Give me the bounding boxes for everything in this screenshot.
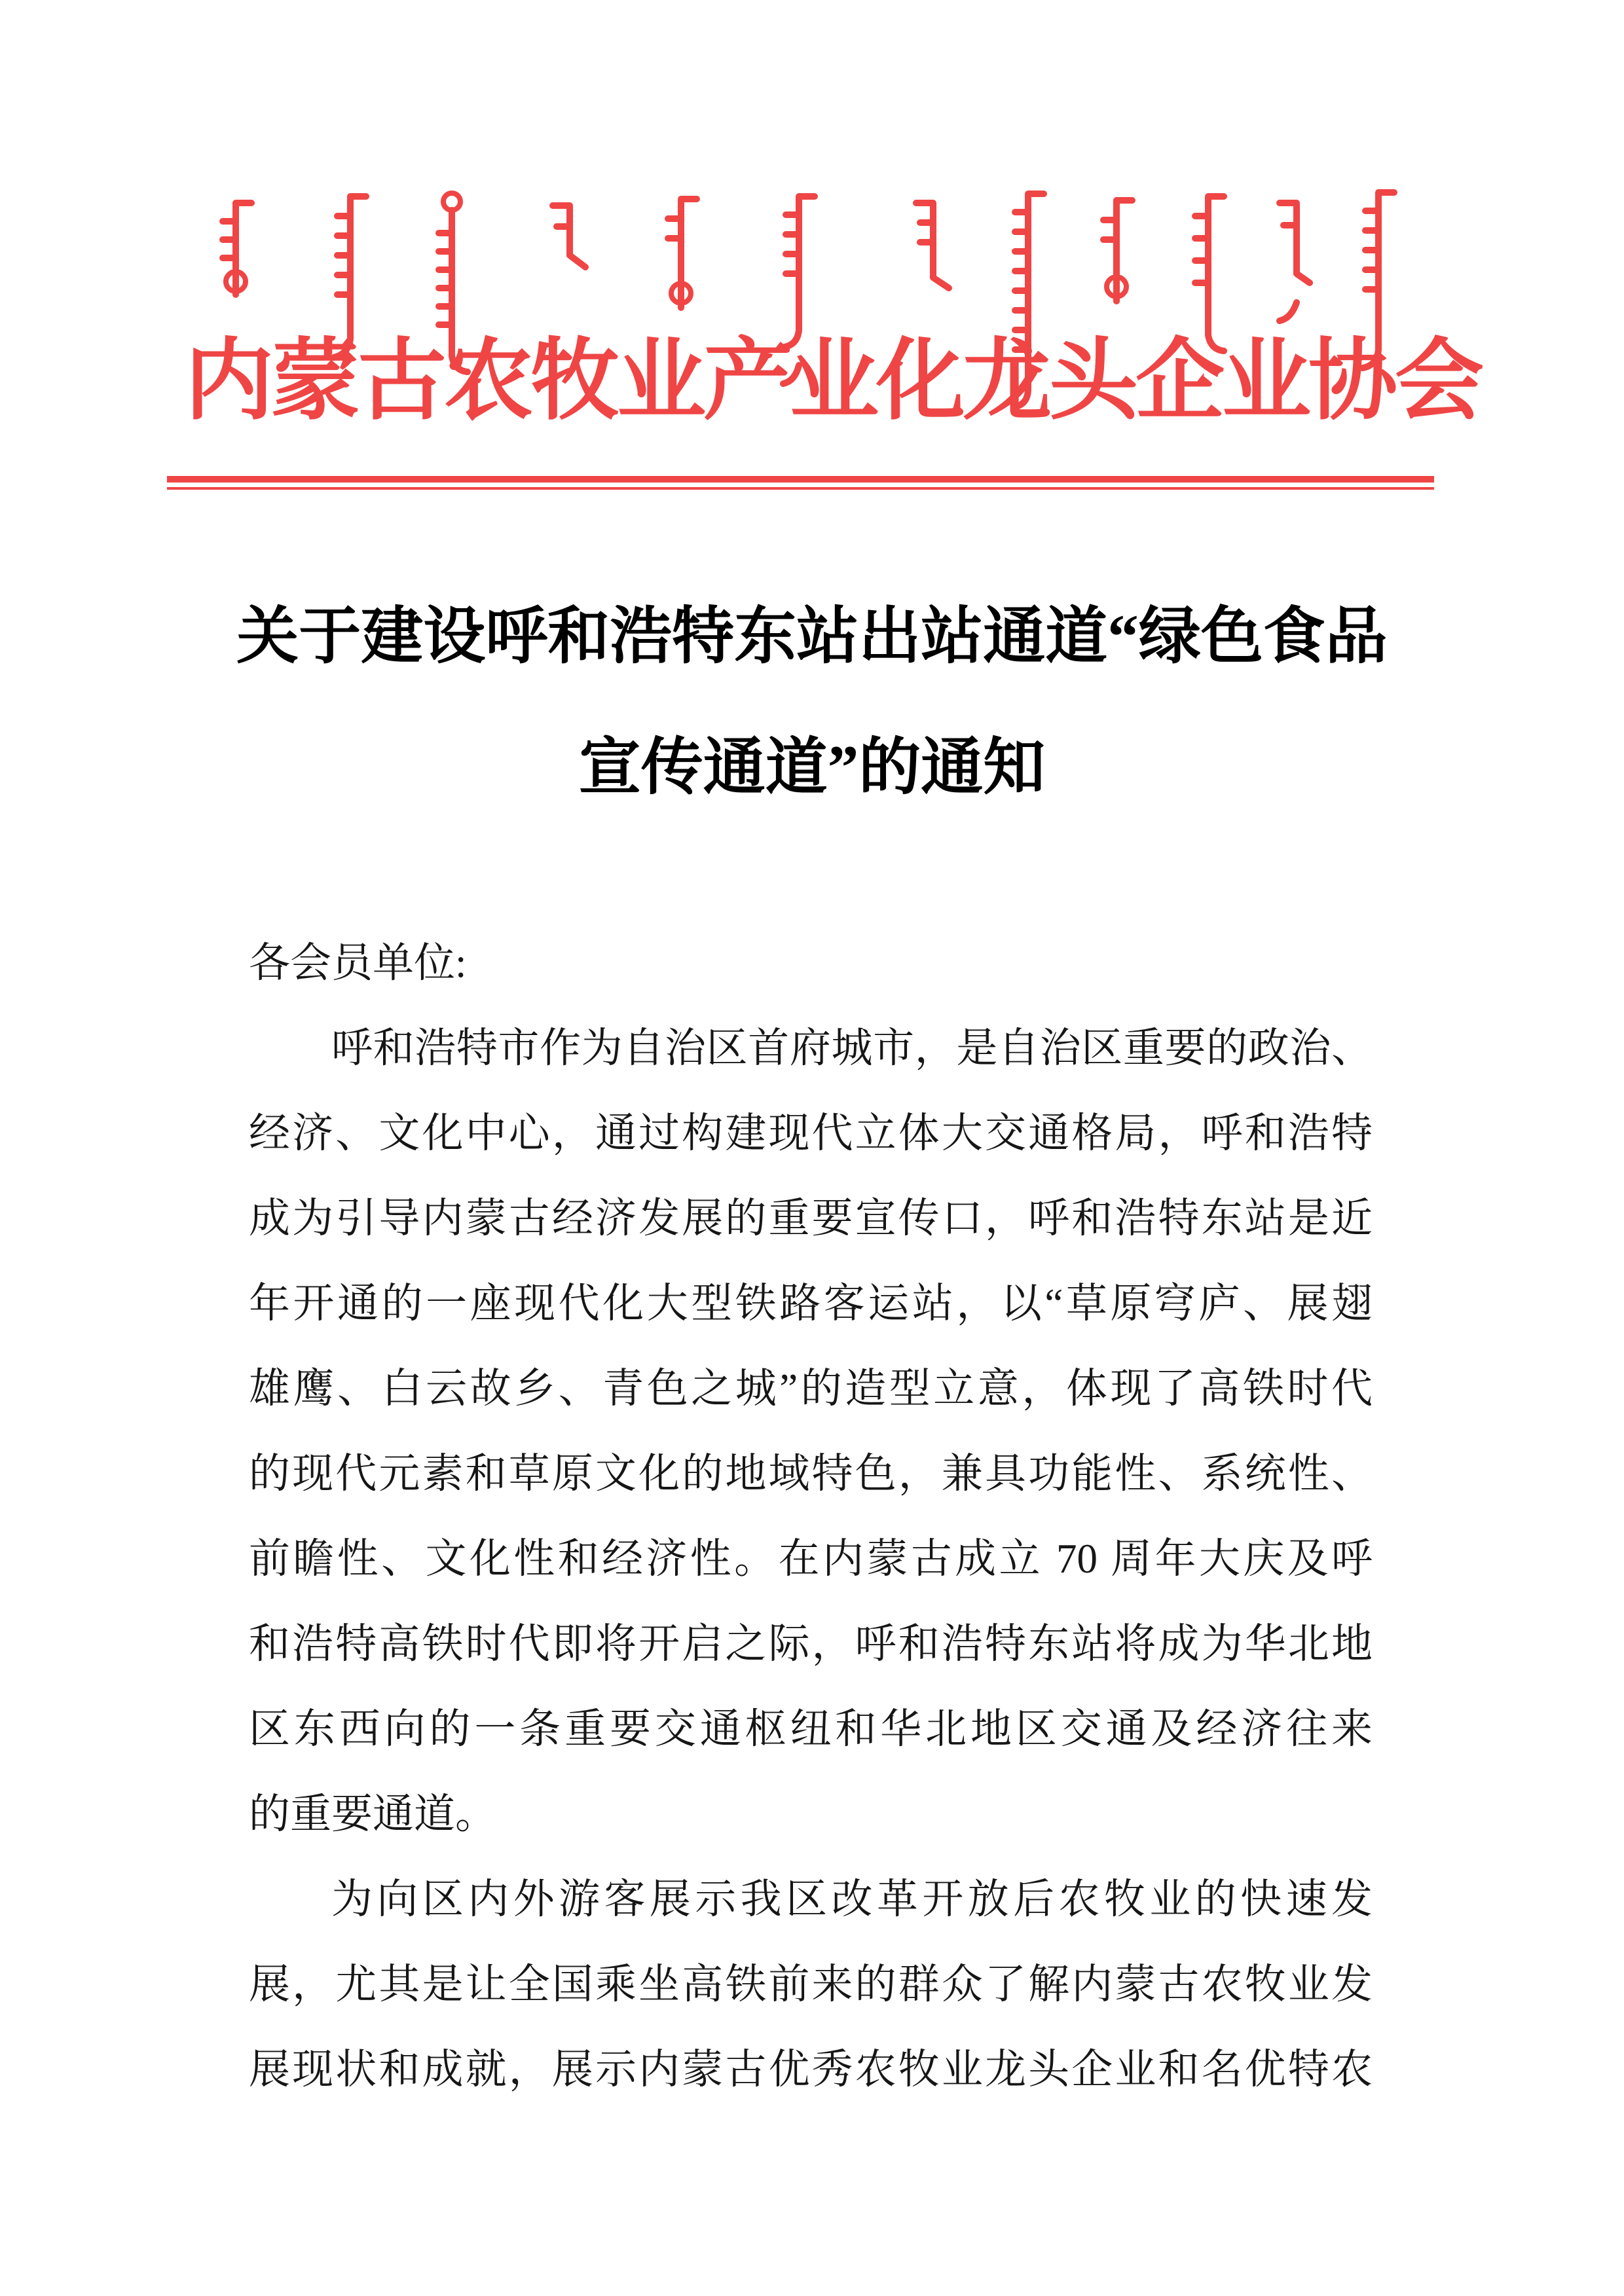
notice-body	[249, 920, 1373, 2112]
body-line: 区东西向的一条重要交通枢纽和华北地区交通及经济往来	[249, 1706, 1373, 1752]
mongolian-word	[1280, 203, 1310, 321]
mongolian-word	[916, 203, 949, 288]
body-line: 雄鹰、白云故乡、青色之城”的造型立意，体现了高铁时代	[249, 1366, 1373, 1412]
salutation: 各会员单位:	[249, 940, 467, 986]
body-line: 年开通的一座现代化大型铁路客运站，以“草原穹庐、展翅	[249, 1281, 1373, 1326]
body-line: 和浩特高铁时代即将开启之际，呼和浩特东站将成为华北地	[249, 1621, 1373, 1667]
body-line: 展现状和成就，展示内蒙古优秀农牧业龙头企业和名优特农	[249, 2047, 1373, 2092]
mongolian-word	[1103, 200, 1132, 301]
mongolian-word	[223, 203, 251, 295]
mongolian-word	[668, 199, 697, 308]
body-line: 前瞻性、文化性和经济性。在内蒙古成立 70 周年大庆及呼	[249, 1536, 1373, 1582]
notice-title	[0, 571, 1624, 833]
body-line: 呼和浩特市作为自治区首府城市，是自治区重要的政治、	[331, 1025, 1373, 1071]
notice-title-line-2: 宣传通道”的通知	[578, 733, 1046, 802]
body-line: 的现代元素和草原文化的地域特色，兼具功能性、系统性、	[249, 1451, 1373, 1497]
body-line: 经济、文化中心，通过构建现代立体大交通格局，呼和浩特	[249, 1110, 1373, 1156]
notice-title-line-1: 关于建设呼和浩特东站出站通道“绿色食品	[236, 602, 1388, 671]
body-line: 的重要通道。	[249, 1791, 496, 1837]
mongolian-word	[553, 206, 585, 267]
org-name: 内蒙古农牧业产业化龙头企业协会	[185, 333, 1481, 431]
letterhead-rule-thin	[167, 487, 1434, 490]
body-line: 展，尤其是让全国乘坐高铁前来的群众了解内蒙古农牧业发	[249, 1961, 1373, 2007]
body-line: 成为引导内蒙古经济发展的重要宣传口，呼和浩特东站是近	[249, 1195, 1373, 1241]
letterhead-rule-thick	[167, 476, 1434, 483]
body-line: 为向区内外游客展示我区改革开放后农牧业的快速发	[331, 1876, 1373, 1922]
